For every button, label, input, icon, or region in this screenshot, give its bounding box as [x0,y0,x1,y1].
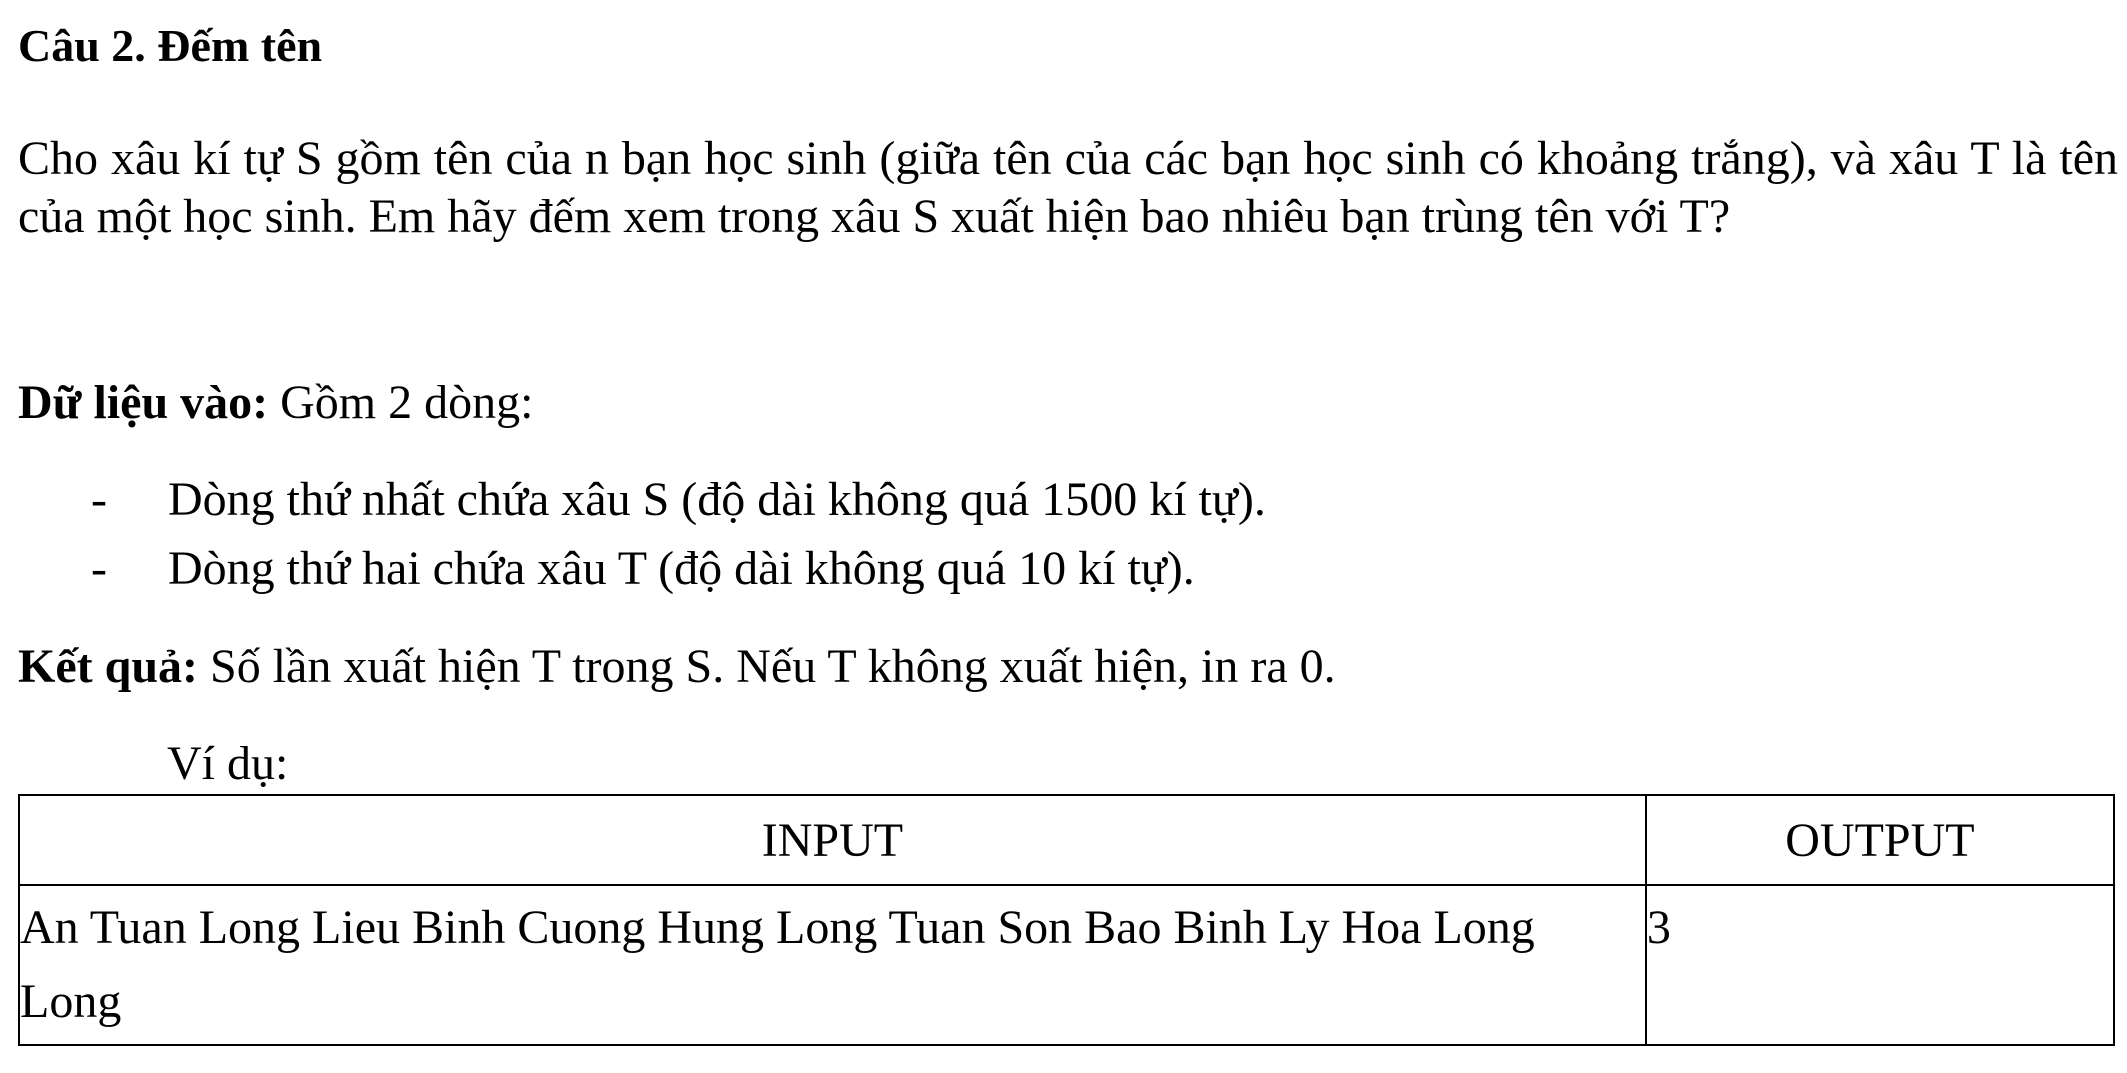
problem-description: Cho xâu kí tự S gồm tên của n bạn học sinh (giữa tên của các bạn học sinh có khoảng trắng), và xâu T là tên của một học sinh. Em hãy đếm xem trong xâu S xuất hiện bao nhiêu bạn trùng tên với T? [18,132,2118,243]
example-input-cell [19,885,1646,1045]
input-spec-text: Gồm 2 dòng: [268,376,534,429]
input-spec [18,373,533,433]
bullet-text: Dòng thứ hai chứa xâu T (độ dài không quá 10 kí tự). [168,542,1195,595]
bullet-text: Dòng thứ nhất chứa xâu S (độ dài không quá 1500 kí tự). [168,473,1266,526]
input-bullet-2 [91,539,1195,599]
input-spec-label: Dữ liệu vào: [18,376,269,429]
result-spec [18,637,1336,697]
result-spec-label: Kết quả: [18,640,198,693]
problem-title: Câu 2. Đếm tên [18,20,323,71]
output-column-header: OUTPUT [1646,795,2114,885]
input-bullet-1 [91,470,1266,530]
example-output-cell: 3 [1646,885,2114,1045]
bullet-dash: - [91,542,107,595]
table-row [19,885,2114,1045]
example-label: Ví dụ: [167,737,289,790]
result-spec-text: Số lần xuất hiện T trong S. Nếu T không xuất hiện, in ra 0. [198,640,1336,693]
example-table [18,794,2115,1046]
example-input-line-2: Long [20,975,122,1028]
bullet-dash: - [91,473,107,526]
table-header-row [19,795,2114,885]
example-input-line-1: An Tuan Long Lieu Binh Cuong Hung Long Tuan Son Bao Binh Ly Hoa Long [20,901,1535,954]
input-column-header: INPUT [19,795,1646,885]
